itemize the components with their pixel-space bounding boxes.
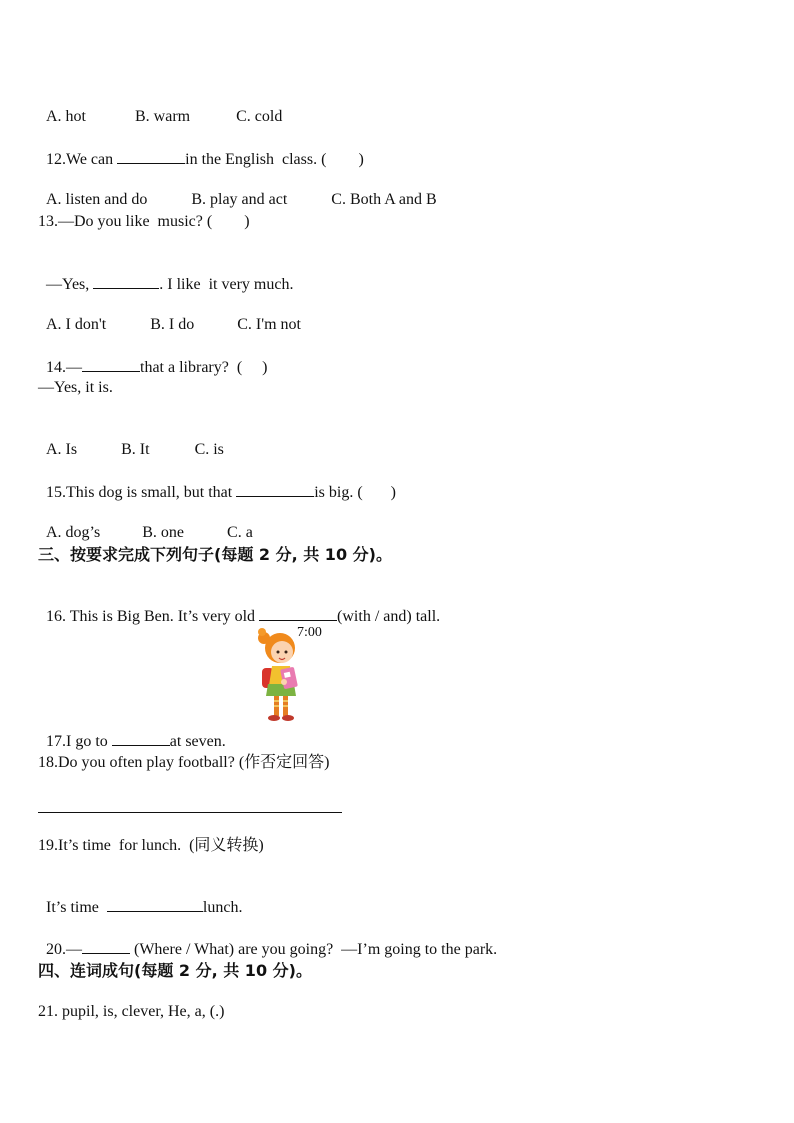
q11-option-a: A. hot bbox=[46, 108, 86, 125]
q12-text-before: 12.We can bbox=[46, 151, 118, 168]
q13-option-a: A. I don't bbox=[46, 316, 107, 333]
girl-with-book-illustration bbox=[252, 626, 304, 724]
q12-text-after: in the English class. ( ) bbox=[185, 151, 364, 168]
q15-question bbox=[38, 462, 396, 503]
q14-blank bbox=[82, 357, 140, 372]
q20-blank bbox=[82, 939, 130, 954]
q17-blank bbox=[112, 731, 170, 746]
q15-option-c: C. a bbox=[227, 524, 253, 541]
q17-question bbox=[38, 711, 226, 752]
q17-text-before: 17.I go to bbox=[46, 733, 112, 750]
q14-answer: —Yes, it is. bbox=[38, 379, 113, 396]
q19-answer bbox=[38, 877, 242, 918]
q16-question bbox=[38, 586, 440, 627]
q14-text-before: 14.— bbox=[46, 359, 82, 376]
q14-question bbox=[38, 337, 268, 378]
q18-answer-line bbox=[38, 812, 342, 813]
q12-option-c: C. Both A and B bbox=[331, 191, 437, 208]
q20-question bbox=[38, 919, 497, 960]
q19-answer-after: lunch. bbox=[202, 899, 243, 916]
q19-answer-before: It’s time bbox=[46, 899, 107, 916]
q20-text-after: (Where / What) are you going? —I’m going to the park. bbox=[130, 941, 498, 958]
q14-option-a: A. Is bbox=[46, 441, 78, 458]
q19-blank bbox=[107, 897, 203, 912]
q12-option-b: B. play and act bbox=[191, 191, 288, 208]
q11-option-b: B. warm bbox=[135, 108, 191, 125]
q13-option-b: B. I do bbox=[150, 316, 195, 333]
q12-option-a: A. listen and do bbox=[46, 191, 148, 208]
q13-blank bbox=[93, 274, 159, 289]
q15-option-a: A. dog’s bbox=[46, 524, 101, 541]
q17-clock-time: 7:00 bbox=[297, 625, 322, 640]
q12-question bbox=[38, 129, 364, 170]
q12-options bbox=[38, 170, 437, 210]
q13-question: 13.—Do you like music? ( ) bbox=[38, 213, 250, 230]
q12-blank bbox=[117, 149, 185, 164]
q14-option-c: C. is bbox=[194, 441, 224, 458]
q13-options bbox=[38, 295, 301, 335]
q15-text-before: 15.This dog is small, but that bbox=[46, 484, 237, 501]
q11-options bbox=[38, 87, 282, 127]
q13-option-c: C. I'm not bbox=[237, 316, 301, 333]
q20-text-before: 20.— bbox=[46, 941, 82, 958]
q16-text-after: (with / and) tall. bbox=[337, 608, 441, 625]
q11-option-c: C. cold bbox=[236, 108, 283, 125]
q15-options bbox=[38, 503, 253, 543]
section-4-heading: 四、连词成句(每题 2 分, 共 10 分)。 bbox=[38, 961, 312, 980]
q13-answer-before: —Yes, bbox=[46, 276, 94, 293]
q16-text-before: 16. This is Big Ben. It’s very old bbox=[46, 608, 260, 625]
q15-option-b: B. one bbox=[142, 524, 185, 541]
q14-option-b: B. It bbox=[121, 441, 150, 458]
q14-text-after: that a library? ( ) bbox=[140, 359, 268, 376]
q21-question: 21. pupil, is, clever, He, a, (.) bbox=[38, 1003, 225, 1020]
q18-question: 18.Do you often play football? (作否定回答) bbox=[38, 754, 330, 771]
q15-blank bbox=[236, 482, 314, 497]
section-3-heading: 三、按要求完成下列句子(每题 2 分, 共 10 分)。 bbox=[38, 545, 392, 564]
q14-options bbox=[38, 420, 224, 460]
q16-blank bbox=[259, 606, 337, 621]
q19-question: 19.It’s time for lunch. (同义转换) bbox=[38, 837, 264, 854]
q17-text-after: at seven. bbox=[169, 733, 226, 750]
q15-text-after: is big. ( ) bbox=[314, 484, 396, 501]
q13-answer bbox=[38, 254, 293, 295]
q13-answer-after: . I like it very much. bbox=[159, 276, 294, 293]
